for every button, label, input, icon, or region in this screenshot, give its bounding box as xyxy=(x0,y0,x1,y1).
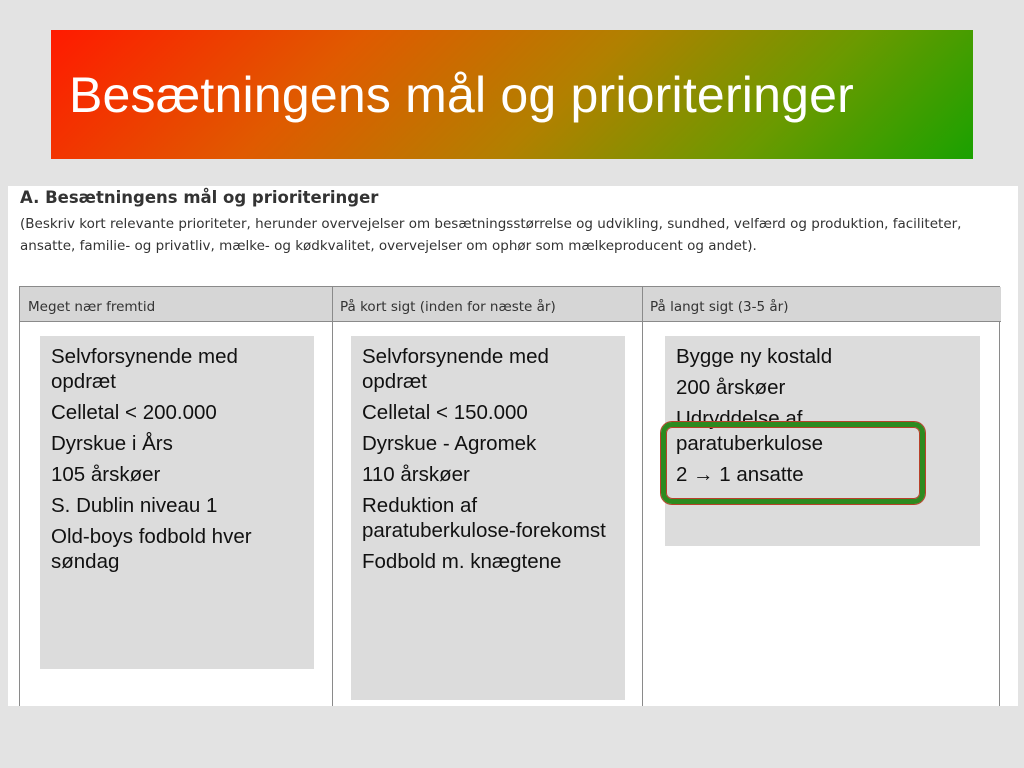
goal-item: Reduktion af paratuberkulose-forekomst xyxy=(362,494,606,542)
goal-item: Selvforsynende med opdræt xyxy=(362,345,549,393)
column-header-near-future: Meget nær fremtid xyxy=(20,287,332,322)
slide-title: Besætningens mål og prioriteringer xyxy=(69,66,854,123)
column-header-short-term: På kort sigt (inden for næste år) xyxy=(332,287,642,322)
goal-item: 200 årskøer xyxy=(676,376,786,399)
note-short-term xyxy=(351,336,625,700)
goal-item: Selvforsynende med opdræt xyxy=(51,345,238,393)
goal-item: Udryddelse af paratuberkulose xyxy=(676,407,824,455)
form-section-heading: A. Besætningens mål og prioriteringer xyxy=(20,188,379,207)
goal-item: S. Dublin niveau 1 xyxy=(51,494,218,517)
goal-item: Dyrskue - Agromek xyxy=(362,432,537,455)
column-divider xyxy=(332,287,333,706)
form-section-description: (Beskriv kort relevante prioriteter, herunder overvejelser om besætningsstørrelse og udvikling, sundhed, velfærd og produktion, faciliteter, ansatte, familie- og privatliv, mælke- og kødkvalitet, overvejelser om ophør som mælkeproducent og andet). xyxy=(20,216,962,254)
column-divider xyxy=(642,287,643,706)
goal-item: 105 årskøer xyxy=(51,463,161,486)
goal-item: Old-boys fodbold hver søndag xyxy=(51,525,252,573)
goal-item: Celletal < 200.000 xyxy=(51,401,217,424)
goal-item: 110 årskøer xyxy=(362,463,470,486)
goal-item: 2 → 1 ansatte xyxy=(676,463,804,486)
title-banner xyxy=(51,30,973,159)
goal-item: Dyrskue i Års xyxy=(51,432,173,455)
goal-item: Fodbold m. knægtene xyxy=(362,550,562,573)
note-near-future xyxy=(40,336,314,669)
goal-item: Celletal < 150.000 xyxy=(362,401,528,424)
column-header-long-term: På langt sigt (3-5 år) xyxy=(642,287,1001,322)
highlight-ring xyxy=(661,422,925,504)
goal-item: Bygge ny kostald xyxy=(676,345,833,368)
